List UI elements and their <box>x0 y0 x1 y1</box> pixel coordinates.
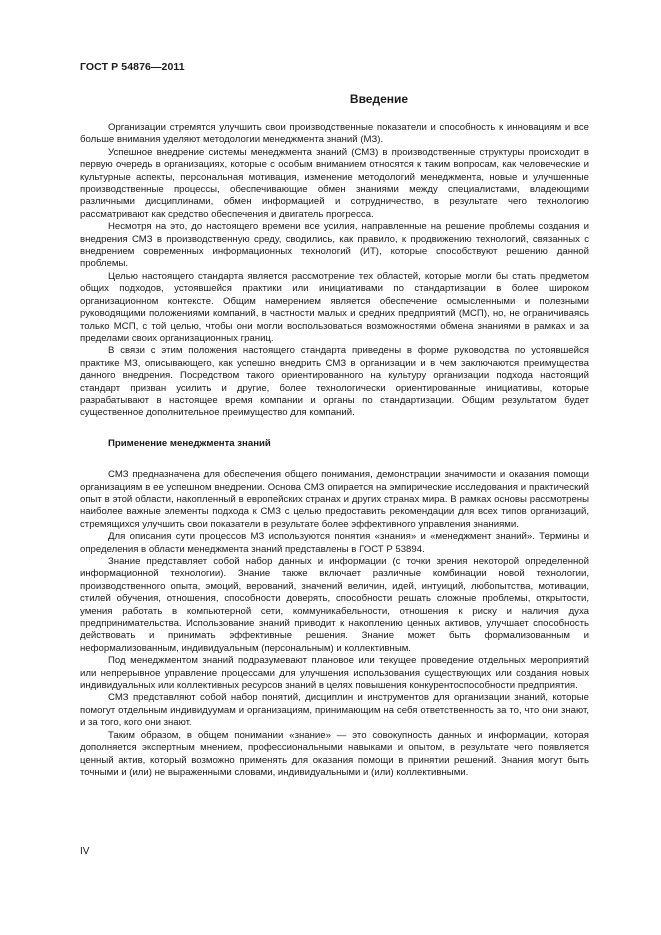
paragraph: Под менеджментом знаний подразумевают плановое или текущее проведение отдельных мероприятий или непрерывное управление процессами для улучшения использования существующих или создания новых индивидуальных или коллективных ресурсов знаний в целях повышения конкурентоспособности предприятия. <box>80 655 589 692</box>
paragraph: Организации стремятся улучшить свои производственные показатели и способность к инновациям и все больше внимания уделяют методологии менеджмента знаний (МЗ). <box>80 122 589 146</box>
paragraph: СМЗ предназначена для обеспечения общего понимания, демонстрации значимости и оказания помощи организациям в ее успешном внедрении. Основа СМЗ опирается на эмпирические исследования и практический опыт в этой области, накопленный в европейских странах и других странах мира. В рамках основы рассмотрены наиболее важные элементы подхода к СМЗ с целью предоставить рекомендации для всех типов организаций, стремящихся улучшить свои показатели в результате более эффективного управления знаниями. <box>80 469 589 530</box>
paragraph: СМЗ представляют собой набор понятий, дисциплин и инструментов для организации знаний, которые помогут отдельным индивидуумам и организациям, принимающим на себя ответственность за то, что они знают, и за того, кого они знают. <box>80 692 589 729</box>
paragraph: Таким образом, в общем понимании «знание» — это совокупность данных и информации, которая дополняется экспертным мнением, профессиональными навыками и опытом, в результате чего появляется ценный актив, который возможно применять для оказания помощи в принятии решений. Знания могут быть точными и (или) не выраженными словами, индивидуальными и (или) коллективными. <box>80 729 589 778</box>
subsection-heading: Применение менеджмента знаний <box>108 437 271 449</box>
paragraph: Целью настоящего стандарта является рассмотрение тех областей, которые могли бы стать предметом общих подходов, устоявшейся практики или инициативами по стандартизации в более широком организационном контексте. Общим намерением является обеспечение осмысленными и полезными руководящими положениями компаний, в частности малых и средних предприятий (МСП), но, не ограничиваясь только МСП, с той целью, чтобы они могли воспользоваться возможностями обмена знаниями в рамках и за пределами своих организационных границ. <box>80 270 589 344</box>
paragraph: Для описания сути процессов МЗ используются понятия «знания» и «менеджмент знаний». Термины и определения в области менеджмента знаний представлены в ГОСТ Р 53894. <box>80 531 589 555</box>
paragraph: Успешное внедрение системы менеджмента знаний (СМЗ) в производственные структуры происходит в первую очередь в организациях, которые с особым вниманием относятся к таким вопросам, как человеческие и культурные аспекты, персональная мотивация, изменение методологий менеджмента, новые и улучшенные производственные процессы, обеспечивающие обмен знаниями между специалистами, владеющими различными дисциплинами, обмен информацией и сотрудничество, в результате чего технологию рассматривают как средство обеспечения и двигатель прогресса. <box>80 146 589 220</box>
paragraph: Знание представляет собой набор данных и информации (с точки зрения некоторой определенной информационной технологии). Знание также включает различные комбинации новой технологии, производственного опыта, эмоций, верований, значений величин, идей, интуиций, любопытства, мотивации, стилей обучения, отношения, способности доверять, способности решать сложные проблемы, открытости, умения работать в компьютерной сети, коммуникабельности, отношения к риску и наличия духа предпринимательства. Использование знаний приводит к накоплению ценных активов, улучшает способность действовать и принимать эффективные решения. Знание может быть формализованным и неформализованным, индивидуальным (персональным) и коллективным. <box>80 556 589 654</box>
section-title: Введение <box>349 92 409 106</box>
standard-header: ГОСТ Р 54876—2011 <box>80 61 185 73</box>
body-text <box>80 122 589 779</box>
page-number: IV <box>80 846 90 857</box>
paragraph: В связи с этим положения настоящего стандарта приведены в форме руководства по устоявшейся практике МЗ, описывающего, как успешно внедрить СМЗ в организации и в чем заключаются преимущества данного внедрения. Посредством такого ориентированного на культуру организации подхода настоящий стандарт призван усилить и другие, более технологически ориентированные инициативы, которые разрабатывают в настоящее время компании и органы по стандартизации. Общим результатом будет существенное дополнительное преимущество для компаний. <box>80 345 589 419</box>
paragraph: Несмотря на это, до настоящего времени все усилия, направленные на решение проблемы создания и внедрения СМЗ в производственную среду, сводились, как правило, к продвижению технологий, связанных с внедрением современных информационных технологий (ИТ), которые способствуют решению данной проблемы. <box>80 221 589 270</box>
